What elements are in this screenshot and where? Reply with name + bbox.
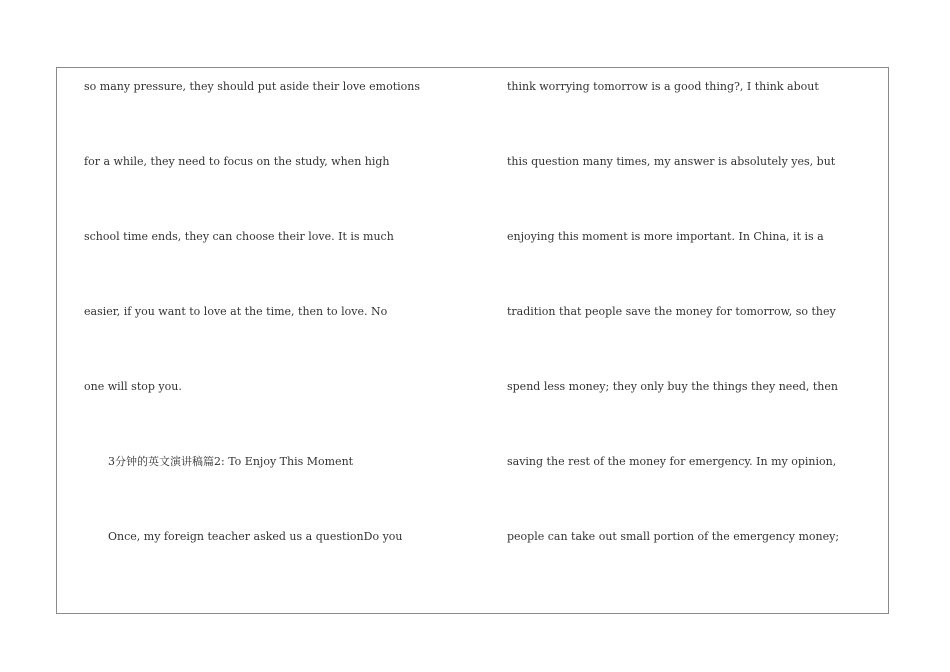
- left-line-3: school time ends, they can choose their love. It is much: [84, 230, 394, 243]
- left-line-5: one will stop you.: [84, 380, 182, 393]
- left-line-2: for a while, they need to focus on the study, when high: [84, 155, 390, 168]
- right-line-1: think worrying tomorrow is a good thing?, I think about: [507, 80, 819, 93]
- left-line-7: Once, my foreign teacher asked us a questionDo you: [108, 530, 403, 543]
- right-line-3: enjoying this moment is more important. In China, it is a: [507, 230, 824, 243]
- left-line-4: easier, if you want to love at the time, then to love. No: [84, 305, 388, 318]
- section-heading: 3分钟的英文演讲稿篇2: To Enjoy This Moment: [108, 455, 354, 468]
- right-line-7: people can take out small portion of the emergency money;: [507, 530, 840, 543]
- right-line-4: tradition that people save the money for tomorrow, so they: [507, 305, 836, 318]
- left-line-1: so many pressure, they should put aside their love emotions: [84, 80, 421, 93]
- right-line-2: this question many times, my answer is absolutely yes, but: [507, 155, 836, 168]
- right-line-6: saving the rest of the money for emergency. In my opinion,: [507, 455, 837, 468]
- right-line-5: spend less money; they only buy the things they need, then: [507, 380, 838, 393]
